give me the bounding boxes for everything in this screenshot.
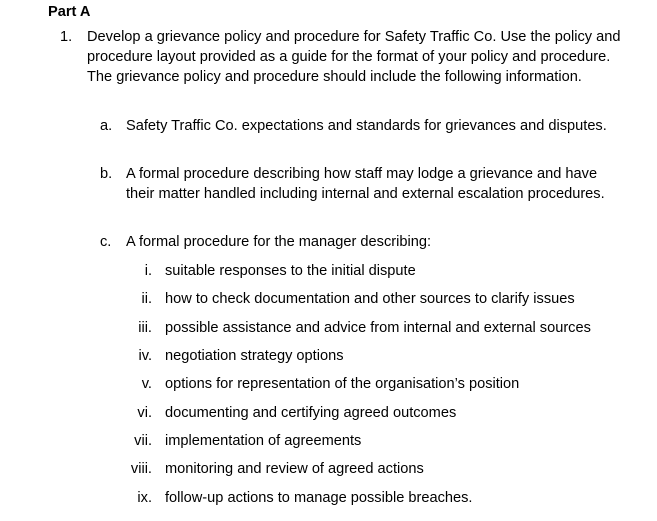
sub-item-text: A formal procedure describing how staff may lodge a grievance and have their matter handled including internal and external escalation procedures. xyxy=(126,166,605,202)
roman-item-iii xyxy=(0,318,657,340)
roman-item-iv xyxy=(0,346,657,368)
roman-text: options for representation of the organisation’s position xyxy=(165,376,520,392)
roman-marker: iii. xyxy=(138,320,152,336)
roman-marker: vi. xyxy=(137,405,152,421)
roman-text: negotiation strategy options xyxy=(165,348,344,364)
roman-text: monitoring and review of agreed actions xyxy=(165,461,424,477)
roman-item-i xyxy=(0,261,657,283)
sub-item-text: Safety Traffic Co. expectations and standards for grievances and disputes. xyxy=(126,118,607,134)
roman-item-v xyxy=(0,374,657,396)
roman-marker: vii. xyxy=(134,433,152,449)
sub-item-text: A formal procedure for the manager describing: xyxy=(126,234,432,250)
item-number: 1. xyxy=(60,29,73,45)
sub-item-marker: a. xyxy=(100,118,113,134)
section-heading: Part A xyxy=(48,4,91,20)
roman-text: suitable responses to the initial dispute xyxy=(165,263,416,279)
sub-item-marker: b. xyxy=(100,166,113,182)
roman-item-ix xyxy=(0,488,657,510)
roman-text: documenting and certifying agreed outcomes xyxy=(165,405,457,421)
roman-marker: ii. xyxy=(141,291,152,307)
roman-text: implementation of agreements xyxy=(165,433,362,449)
roman-text: how to check documentation and other sources to clarify issues xyxy=(165,291,575,307)
roman-marker: iv. xyxy=(138,348,152,364)
item-text: Develop a grievance policy and procedure for Safety Traffic Co. Use the policy and procedure layout provided as a guide for the format of your policy and procedure. The grievance policy and procedure should include the following information. xyxy=(87,29,621,85)
roman-marker: i. xyxy=(144,263,152,279)
roman-item-viii xyxy=(0,459,657,481)
roman-text: follow-up actions to manage possible breaches. xyxy=(165,490,473,506)
roman-marker: v. xyxy=(141,376,152,392)
roman-marker: ix. xyxy=(137,490,152,506)
roman-item-vii xyxy=(0,431,657,453)
roman-item-ii xyxy=(0,289,657,311)
roman-text: possible assistance and advice from internal and external sources xyxy=(165,320,591,336)
roman-marker: viii. xyxy=(130,461,152,477)
sub-item-marker: c. xyxy=(100,234,112,250)
roman-item-vi xyxy=(0,403,657,425)
